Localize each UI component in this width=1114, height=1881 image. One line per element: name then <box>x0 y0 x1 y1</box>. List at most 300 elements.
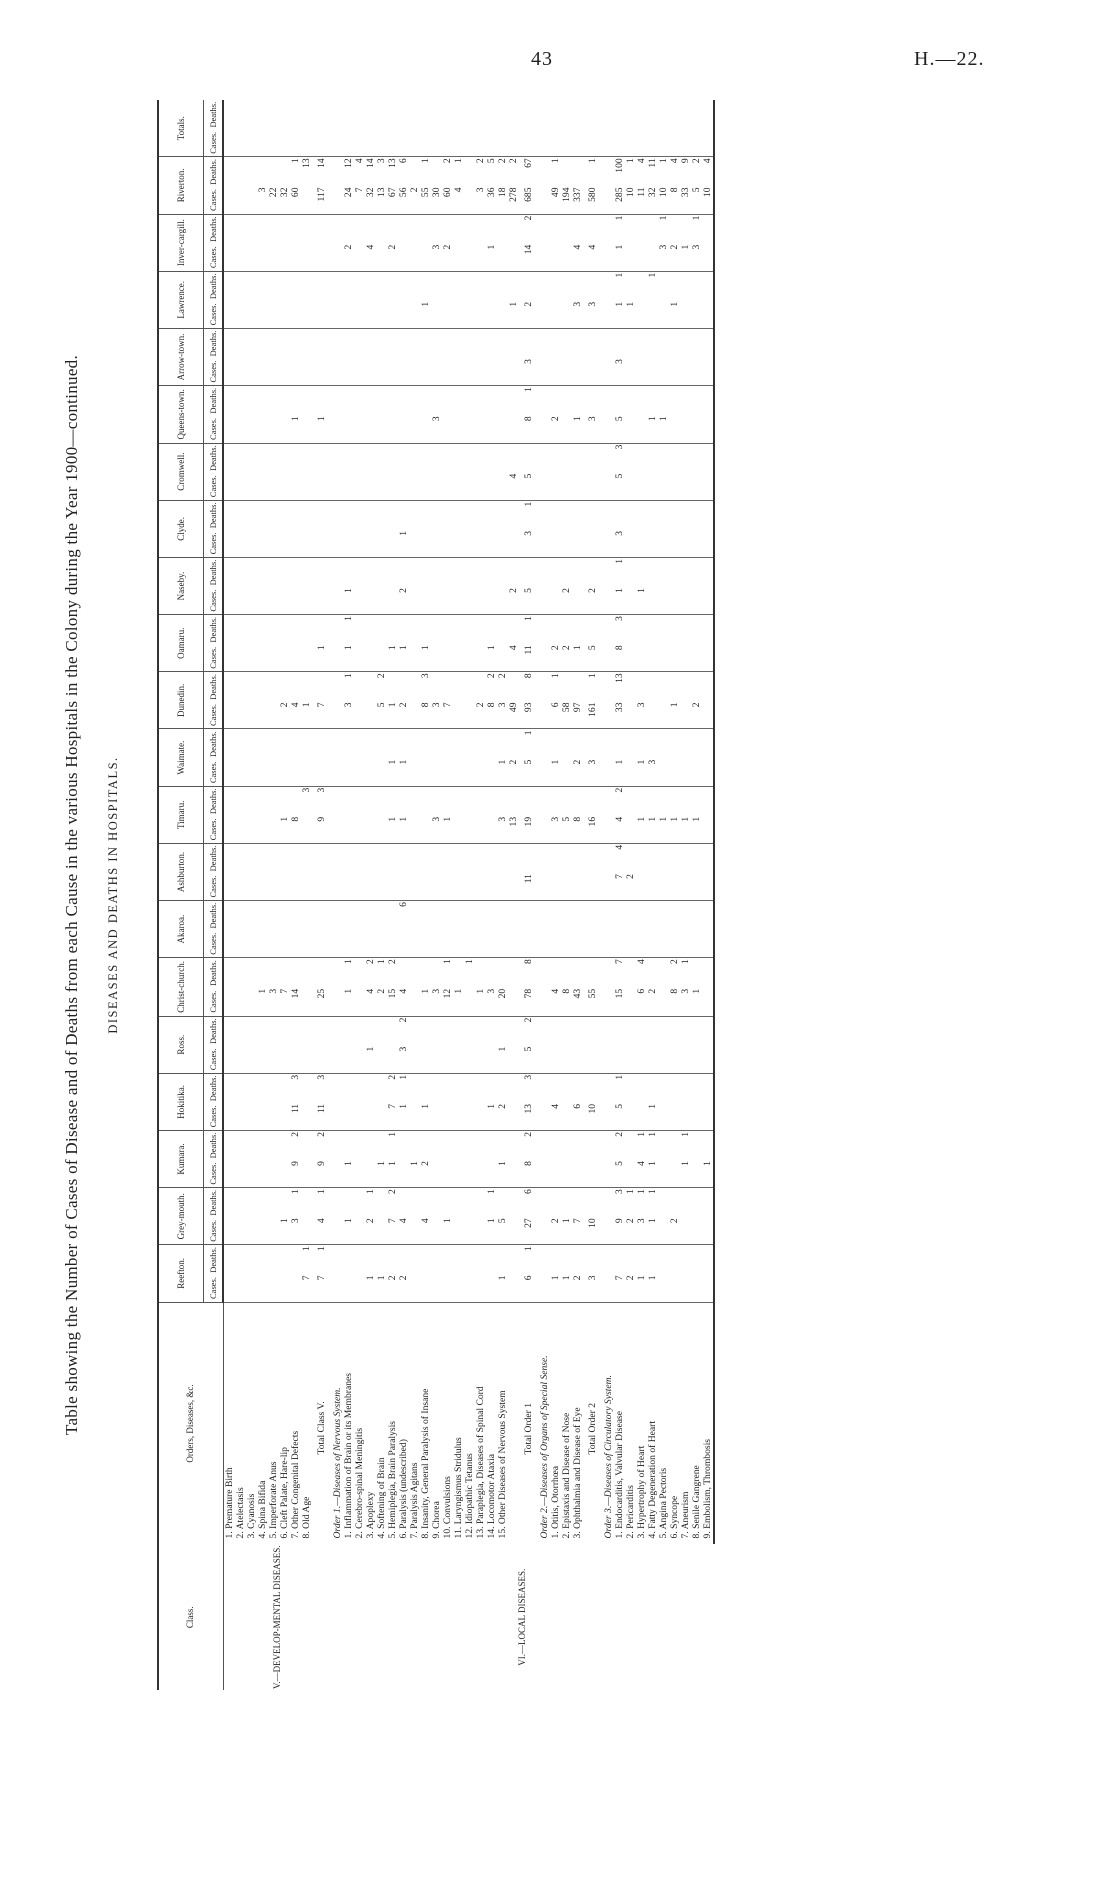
cases-cell <box>702 701 714 729</box>
hospital-header: Waimate. <box>158 729 204 786</box>
cases-cell: 9 <box>614 1217 625 1245</box>
cases-cell: 43 <box>572 988 583 1016</box>
cases-cell <box>332 1103 343 1131</box>
row-label: 2. Atelectasis <box>234 1487 246 1539</box>
cases-cell <box>290 930 301 958</box>
deaths-subheader: Deaths. <box>204 557 224 587</box>
cases-cell <box>603 358 614 386</box>
cases-cell: 11 <box>519 873 539 901</box>
cases-cell <box>398 1160 409 1188</box>
deaths-cell <box>409 729 420 759</box>
deaths-cell <box>409 443 420 473</box>
cases-cell <box>409 1217 420 1245</box>
deaths-cell <box>257 557 268 587</box>
deaths-cell <box>398 271 409 301</box>
deaths-cell <box>603 386 614 416</box>
deaths-cell <box>508 615 519 645</box>
deaths-cell <box>387 271 398 301</box>
deaths-cell <box>257 214 268 244</box>
cases-cell <box>464 301 475 329</box>
deaths-cell <box>464 729 475 759</box>
deaths-cell <box>519 557 539 587</box>
deaths-cell <box>539 615 550 645</box>
deaths-cell <box>603 615 614 645</box>
cases-cell <box>497 244 508 272</box>
deaths-cell <box>332 100 343 129</box>
cases-cell <box>647 129 658 157</box>
deaths-cell <box>290 443 301 473</box>
deaths-cell <box>431 729 442 759</box>
hospital-header: Christ-church. <box>158 958 204 1016</box>
deaths-cell <box>464 443 475 473</box>
cases-cell: 2 <box>420 1160 431 1188</box>
cases-cell <box>235 873 246 901</box>
deaths-cell <box>625 843 636 873</box>
cases-cell <box>680 1217 691 1245</box>
deaths-cell <box>301 100 312 129</box>
table-row <box>561 100 572 1690</box>
deaths-cell: 2 <box>613 1131 625 1137</box>
cases-cell <box>332 873 343 901</box>
deaths-cell <box>246 615 257 645</box>
deaths-cell <box>508 328 519 358</box>
cases-cell <box>508 129 519 157</box>
deaths-cell <box>486 1245 497 1275</box>
cases-cell: 1 <box>647 1160 658 1188</box>
deaths-cell <box>702 958 714 988</box>
deaths-cell <box>669 901 680 931</box>
hospital-header: Inver-cargill. <box>158 214 204 271</box>
deaths-cell <box>453 958 464 988</box>
deaths-cell <box>497 901 508 931</box>
cases-cell <box>223 358 235 386</box>
cases-cell <box>603 1160 614 1188</box>
cases-cell <box>279 759 290 787</box>
deaths-cell <box>235 328 246 358</box>
deaths-cell <box>614 1245 625 1275</box>
cases-cell <box>508 358 519 386</box>
cases-cell <box>486 129 497 157</box>
deaths-cell <box>669 214 680 244</box>
cases-cell <box>603 873 614 901</box>
cases-cell <box>257 473 268 501</box>
cases-cell <box>614 1046 625 1074</box>
deaths-cell <box>691 443 702 473</box>
cases-cell <box>279 1160 290 1188</box>
cases-cell <box>658 301 669 329</box>
deaths-cell <box>332 1130 343 1160</box>
deaths-cell <box>475 615 486 645</box>
table-row <box>268 100 279 1690</box>
deaths-cell <box>312 1016 332 1046</box>
deaths-cell <box>453 1016 464 1046</box>
row-label: 8. Insanity, General Paralysis of Insane <box>419 1388 431 1539</box>
deaths-cell <box>669 443 680 473</box>
cases-cell <box>702 644 714 672</box>
cases-cell <box>603 473 614 501</box>
deaths-cell <box>625 786 636 816</box>
cases-cell: 4 <box>365 244 376 272</box>
class-column-header: Class. <box>158 1544 223 1690</box>
cases-cell <box>539 473 550 501</box>
deaths-cell <box>409 901 420 931</box>
deaths-cell <box>409 1016 420 1046</box>
cases-cell <box>365 644 376 672</box>
deaths-cell <box>257 843 268 873</box>
cases-cell: 1 <box>647 1103 658 1131</box>
deaths-cell <box>614 100 625 129</box>
cases-cell <box>409 701 420 729</box>
deaths-cell: 2 <box>523 215 534 221</box>
cases-cell: 3 <box>497 816 508 844</box>
deaths-cell <box>486 729 497 759</box>
cases-cell <box>442 473 453 501</box>
cases-subheader: Cases. <box>204 473 224 501</box>
table-row <box>420 100 431 1690</box>
cases-cell: 2 <box>398 701 409 729</box>
cases-cell <box>508 1274 519 1302</box>
deaths-cell <box>636 214 647 244</box>
deaths-cell <box>669 1016 680 1046</box>
cases-cell <box>332 244 343 272</box>
deaths-cell <box>486 386 497 416</box>
deaths-cell: 13 <box>613 673 625 683</box>
cases-cell <box>658 759 669 787</box>
deaths-cell: 2 <box>668 959 680 965</box>
row-label: 4. Spina Bifida <box>256 1480 268 1539</box>
deaths-cell <box>354 1073 365 1103</box>
cases-cell <box>550 301 561 329</box>
deaths-cell <box>647 100 658 129</box>
cases-cell <box>246 186 257 214</box>
cases-cell: 3 <box>583 759 603 787</box>
deaths-cell: 3 <box>613 444 625 450</box>
deaths-cell <box>257 1130 268 1160</box>
cases-cell: 1 <box>680 1160 691 1188</box>
cases-cell <box>636 358 647 386</box>
deaths-cell <box>223 500 235 530</box>
deaths-cell <box>539 1130 550 1160</box>
cases-cell: 1 <box>376 1160 387 1188</box>
deaths-cell <box>561 271 572 301</box>
deaths-cell <box>669 1130 680 1160</box>
deaths-cell: 3 <box>375 158 387 164</box>
cases-cell: 1 <box>508 301 519 329</box>
deaths-cell <box>246 843 257 873</box>
cases-cell: 1 <box>669 701 680 729</box>
cases-cell: 1 <box>409 1160 420 1188</box>
deaths-cell: 1 <box>316 1246 327 1252</box>
cases-cell <box>497 473 508 501</box>
cases-cell: 5 <box>614 1160 625 1188</box>
cases-cell <box>497 644 508 672</box>
cases-cell: 2 <box>442 244 453 272</box>
cases-cell <box>246 759 257 787</box>
deaths-cell <box>257 1188 268 1218</box>
deaths-cell <box>398 958 409 988</box>
deaths-cell: 1 <box>523 387 534 392</box>
cases-cell <box>235 244 246 272</box>
cases-cell <box>235 415 246 443</box>
cases-cell: 1 <box>343 1160 354 1188</box>
cases-cell <box>680 415 691 443</box>
deaths-cell: 1 <box>316 1189 327 1194</box>
cases-cell: 49 <box>550 186 561 214</box>
deaths-cell <box>464 1245 475 1275</box>
deaths-cell <box>268 1016 279 1046</box>
cases-cell <box>301 644 312 672</box>
deaths-cell <box>539 500 550 530</box>
deaths-cell <box>279 843 290 873</box>
deaths-cell <box>301 901 312 931</box>
cases-cell: 2 <box>669 244 680 272</box>
deaths-cell <box>268 157 279 187</box>
deaths-cell <box>387 500 398 530</box>
deaths-cell <box>420 443 431 473</box>
deaths-cell <box>387 672 398 702</box>
deaths-cell <box>614 729 625 759</box>
cases-cell <box>453 415 464 443</box>
cases-cell <box>625 759 636 787</box>
deaths-cell <box>301 1016 312 1046</box>
row-label: Order 1.—Diseases of Nervous System. <box>331 1387 343 1539</box>
deaths-cell <box>539 901 550 931</box>
deaths-cell <box>486 786 497 816</box>
table-row <box>680 100 691 1690</box>
deaths-cell <box>519 901 539 931</box>
deaths-cell <box>691 1073 702 1103</box>
cases-cell <box>680 129 691 157</box>
cases-cell: 4 <box>572 244 583 272</box>
deaths-cell <box>431 271 442 301</box>
cases-cell: 3 <box>268 988 279 1016</box>
cases-cell: 60 <box>442 186 453 214</box>
row-label: 2. Epistaxis and Disease of Nose <box>560 1412 572 1539</box>
deaths-cell <box>497 214 508 244</box>
deaths-cell <box>464 1130 475 1160</box>
cases-cell: 580 <box>583 186 603 214</box>
row-label: 7. Aneurism <box>679 1491 691 1539</box>
cases-cell: 7 <box>387 1217 398 1245</box>
cases-cell: 1 <box>442 816 453 844</box>
cases-cell: 3 <box>572 301 583 329</box>
table-row <box>279 100 290 1690</box>
deaths-cell <box>603 958 614 988</box>
hospital-header: Hokitika. <box>158 1073 204 1130</box>
cases-cell <box>550 129 561 157</box>
cases-cell <box>658 530 669 558</box>
cases-cell <box>235 1217 246 1245</box>
cases-cell: 1 <box>647 415 658 443</box>
deaths-cell <box>508 786 519 816</box>
cases-cell <box>343 129 354 157</box>
cases-cell <box>680 358 691 386</box>
deaths-cell <box>246 958 257 988</box>
deaths-cell <box>257 672 268 702</box>
deaths-cell <box>409 100 420 129</box>
cases-cell <box>702 129 714 157</box>
deaths-cell <box>561 328 572 358</box>
cases-cell <box>539 186 550 214</box>
cases-cell <box>235 473 246 501</box>
deaths-cell <box>442 672 453 702</box>
deaths-cell: 2 <box>496 158 508 164</box>
deaths-cell <box>246 214 257 244</box>
deaths-cell: 4 <box>668 158 680 164</box>
cases-cell: 3 <box>647 759 658 787</box>
cases-cell <box>409 473 420 501</box>
cases-cell: 1 <box>279 1217 290 1245</box>
deaths-cell <box>431 672 442 702</box>
cases-cell <box>409 358 420 386</box>
deaths-subheader: Deaths. <box>204 443 224 473</box>
deaths-cell <box>658 615 669 645</box>
cases-cell: 4 <box>290 701 301 729</box>
cases-cell <box>420 129 431 157</box>
deaths-cell <box>246 901 257 931</box>
cases-cell <box>464 988 475 1016</box>
cases-cell <box>290 244 301 272</box>
cases-cell <box>246 244 257 272</box>
deaths-cell <box>365 557 376 587</box>
cases-cell <box>223 1046 235 1074</box>
row-label: 8. Senile Gangrene <box>690 1465 702 1539</box>
deaths-subheader: Deaths. <box>204 328 224 358</box>
deaths-cell <box>702 1188 714 1218</box>
cases-cell: 8 <box>519 1160 539 1188</box>
deaths-cell <box>431 100 442 129</box>
cases-cell <box>572 530 583 558</box>
deaths-cell <box>442 1188 453 1218</box>
cases-cell <box>398 301 409 329</box>
hospital-header: Cromwell. <box>158 443 204 500</box>
deaths-cell <box>354 786 365 816</box>
deaths-cell <box>497 1073 508 1103</box>
cases-cell <box>572 358 583 386</box>
deaths-cell <box>376 901 387 931</box>
cases-cell <box>223 473 235 501</box>
cases-cell <box>658 1160 669 1188</box>
hospital-header: Clyde. <box>158 500 204 557</box>
cases-cell <box>669 129 680 157</box>
deaths-cell <box>257 1245 268 1275</box>
deaths-subheader: Deaths. <box>204 1188 224 1218</box>
deaths-cell <box>561 1130 572 1160</box>
deaths-cell <box>223 328 235 358</box>
orders-column-header: Orders, Diseases, &c. <box>158 1302 223 1544</box>
deaths-cell <box>442 328 453 358</box>
deaths-cell <box>583 1245 603 1275</box>
deaths-cell <box>365 1073 376 1103</box>
cases-cell: 4 <box>398 1217 409 1245</box>
deaths-cell <box>365 615 376 645</box>
deaths-cell <box>235 386 246 416</box>
deaths-cell <box>603 1130 614 1160</box>
deaths-cell <box>453 443 464 473</box>
cases-subheader: Cases. <box>204 644 224 672</box>
deaths-cell <box>508 1130 519 1160</box>
cases-cell <box>464 873 475 901</box>
cases-cell <box>508 530 519 558</box>
deaths-cell <box>387 386 398 416</box>
table-row <box>246 100 257 1690</box>
deaths-cell <box>669 843 680 873</box>
deaths-cell <box>343 328 354 358</box>
cases-cell <box>354 701 365 729</box>
deaths-cell <box>658 1016 669 1046</box>
cases-cell <box>603 1217 614 1245</box>
cases-cell: 1 <box>442 1217 453 1245</box>
deaths-cell <box>475 443 486 473</box>
deaths-cell <box>647 1016 658 1046</box>
deaths-cell <box>561 843 572 873</box>
cases-cell <box>332 1046 343 1074</box>
cases-cell <box>583 129 603 157</box>
deaths-cell <box>223 729 235 759</box>
deaths-cell <box>223 958 235 988</box>
deaths-cell <box>343 729 354 759</box>
cases-cell: 4 <box>550 1103 561 1131</box>
cases-cell <box>332 816 343 844</box>
cases-cell <box>279 644 290 672</box>
deaths-cell <box>279 901 290 931</box>
cases-cell <box>550 873 561 901</box>
cases-cell <box>268 930 279 958</box>
deaths-cell <box>453 843 464 873</box>
deaths-cell <box>223 557 235 587</box>
cases-cell <box>235 186 246 214</box>
deaths-cell <box>691 271 702 301</box>
deaths-cell <box>301 958 312 988</box>
cases-cell <box>497 930 508 958</box>
deaths-cell <box>312 843 332 873</box>
cases-cell: 1 <box>420 988 431 1016</box>
deaths-cell <box>312 729 332 759</box>
deaths-cell <box>235 443 246 473</box>
cases-cell <box>257 129 268 157</box>
cases-cell <box>268 873 279 901</box>
cases-cell <box>486 415 497 443</box>
deaths-cell <box>680 1016 691 1046</box>
deaths-cell <box>614 901 625 931</box>
cases-cell: 4 <box>508 473 519 501</box>
cases-cell <box>497 873 508 901</box>
cases-cell <box>354 358 365 386</box>
deaths-cell <box>235 901 246 931</box>
cases-cell <box>223 301 235 329</box>
cases-cell <box>475 244 486 272</box>
cases-cell <box>312 587 332 615</box>
deaths-cell: 2 <box>386 1074 398 1080</box>
cases-cell <box>561 358 572 386</box>
deaths-cell <box>658 100 669 129</box>
deaths-cell <box>508 1188 519 1218</box>
cases-cell: 3 <box>431 701 442 729</box>
cases-cell <box>343 1046 354 1074</box>
class-label: V.—DEVELOP-MENTAL DISEASES. <box>272 1545 282 1689</box>
cases-cell <box>702 415 714 443</box>
row-label: 3. Ophthalmia and Disease of Eye <box>571 1407 583 1539</box>
hospital-header: Reefton. <box>158 1245 204 1302</box>
cases-cell <box>561 473 572 501</box>
row-label: 7. Paralysis Agitans <box>408 1462 420 1539</box>
deaths-cell <box>550 729 561 759</box>
deaths-cell <box>497 1245 508 1275</box>
deaths-cell <box>658 901 669 931</box>
deaths-cell: 4 <box>613 844 625 850</box>
cases-cell <box>691 358 702 386</box>
cases-cell <box>268 358 279 386</box>
